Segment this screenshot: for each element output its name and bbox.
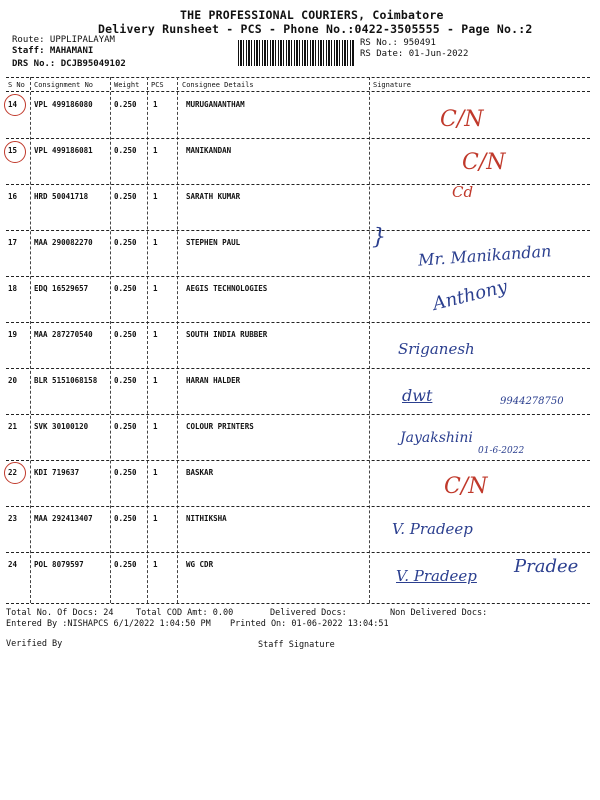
row-pcs: 1 (153, 376, 158, 385)
row-sno: 22 (8, 468, 18, 477)
signature-phone: 9944278750 (500, 396, 564, 407)
row-sno: 23 (8, 514, 18, 523)
red-circle-mark (4, 94, 26, 116)
signature-handwritten: Mr. Manikandan (417, 241, 552, 270)
row-pcs: 1 (153, 192, 158, 201)
rs-date: RS Date: 01-Jun-2022 (360, 49, 469, 59)
table-row (0, 92, 600, 138)
row-pcs: 1 (153, 422, 158, 431)
row-weight: 0.250 (114, 422, 137, 431)
row-consignee: MANIKANDAN (186, 146, 232, 155)
table-row (0, 184, 600, 230)
table-row (0, 276, 600, 322)
table-row (0, 322, 600, 368)
delivered-docs: Delivered Docs: (270, 608, 347, 618)
row-pcs: 1 (153, 100, 158, 109)
table-row (0, 368, 600, 414)
row-sno: 24 (8, 560, 18, 569)
row-consignee: SOUTH INDIA RUBBER (186, 330, 268, 339)
printed-on: Printed On: 01-06-2022 13:04:51 (230, 619, 389, 629)
signature-handwritten: V. Pradeep (392, 520, 473, 538)
signature-handwritten: C/N (444, 474, 488, 499)
non-delivered-docs: Non Delivered Docs: (390, 608, 488, 618)
row-consignment: EDQ 16529657 (34, 284, 89, 293)
col-header-sno: S No (8, 81, 25, 89)
signature-date: 01-6-2022 (478, 446, 525, 456)
signature-handwritten: dwt (402, 386, 433, 405)
verified-by: Verified By (6, 639, 63, 649)
row-weight: 0.250 (114, 284, 137, 293)
row-consignment: BLR 5151068158 (34, 376, 98, 385)
row-consignee: MURUGANANTHAM (186, 100, 245, 109)
signature-handwritten: V. Pradeep (396, 567, 477, 585)
barcode (238, 40, 354, 66)
row-sno: 14 (8, 100, 18, 109)
signature-handwritten: C/N (440, 107, 484, 132)
table-row (0, 460, 600, 506)
row-consignment: KDI 719637 (34, 468, 80, 477)
rs-number: RS No.: 950491 (360, 38, 436, 48)
row-consignee: AEGIS TECHNOLOGIES (186, 284, 268, 293)
staff-label: Staff: MAHAMANI (12, 46, 94, 56)
col-header-weight: Weight (114, 81, 140, 89)
row-consignment: HRD 50041718 (34, 192, 89, 201)
col-header-signature: Signature (373, 81, 411, 89)
row-pcs: 1 (153, 468, 158, 477)
col-header-consignment: Consignment No (34, 81, 94, 89)
signature-handwritten: C/N (462, 150, 506, 175)
row-weight: 0.250 (114, 514, 137, 523)
bracket-mark-icon: } (372, 225, 386, 250)
drs-number: DRS No.: DCJB95049102 (12, 59, 126, 69)
row-sno: 19 (8, 330, 18, 339)
signature-handwritten: Sriganesh (398, 340, 475, 358)
row-sno: 21 (8, 422, 18, 431)
row-weight: 0.250 (114, 100, 137, 109)
row-consignment: POL 8079597 (34, 560, 84, 569)
col-header-pcs: PCS (151, 81, 164, 89)
col-header-consignee: Consignee Details (182, 81, 254, 89)
row-weight: 0.250 (114, 146, 137, 155)
row-consignment: MAA 290082270 (34, 238, 93, 247)
row-sno: 20 (8, 376, 18, 385)
row-consignment: VPL 499186081 (34, 146, 93, 155)
table-top-rule (6, 77, 590, 78)
runsheet-title: Delivery Runsheet - PCS - Phone No.:0422-3505555 - Page No.:2 (98, 22, 533, 36)
signature-handwritten: Anthony (430, 276, 510, 315)
total-docs: Total No. Of Docs: 24 (6, 608, 114, 618)
row-pcs: 1 (153, 284, 158, 293)
row-consignment: MAA 287270540 (34, 330, 93, 339)
row-sno: 17 (8, 238, 18, 247)
row-consignee: COLOUR PRINTERS (186, 422, 254, 431)
row-weight: 0.250 (114, 560, 137, 569)
table-row (0, 552, 600, 598)
route-label: Route: UPPLIPALAYAM (12, 35, 115, 45)
table-row (0, 506, 600, 552)
total-cod-amount: Total COD Amt: 0.00 (136, 608, 234, 618)
row-pcs: 1 (153, 560, 158, 569)
row-sno: 16 (8, 192, 18, 201)
row-consignment: VPL 499186080 (34, 100, 93, 109)
row-consignee: SARATH KUMAR (186, 192, 241, 201)
staff-signature-label: Staff Signature (258, 640, 335, 650)
row-pcs: 1 (153, 238, 158, 247)
signature-handwritten: Pradee (514, 556, 579, 577)
entered-by: Entered By :NISHAPCS 6/1/2022 1:04:50 PM (6, 619, 211, 629)
signature-handwritten: Jayakshini (400, 430, 473, 446)
row-consignee: WG CDR (186, 560, 214, 569)
row-weight: 0.250 (114, 376, 137, 385)
row-weight: 0.250 (114, 468, 137, 477)
row-consignee: STEPHEN PAUL (186, 238, 241, 247)
row-weight: 0.250 (114, 238, 137, 247)
signature-handwritten: Cd (452, 183, 474, 201)
red-circle-mark (4, 141, 26, 163)
table-bottom-rule (6, 603, 590, 604)
row-weight: 0.250 (114, 192, 137, 201)
row-pcs: 1 (153, 146, 158, 155)
row-pcs: 1 (153, 514, 158, 523)
red-circle-mark (4, 462, 26, 484)
row-consignee: NITHIKSHA (186, 514, 227, 523)
row-sno: 18 (8, 284, 18, 293)
row-sno: 15 (8, 146, 18, 155)
company-name: THE PROFESSIONAL COURIERS, Coimbatore (180, 8, 444, 22)
row-consignment: MAA 292413407 (34, 514, 93, 523)
table-row (0, 138, 600, 184)
row-pcs: 1 (153, 330, 158, 339)
row-consignment: SVK 30100120 (34, 422, 89, 431)
row-weight: 0.250 (114, 330, 137, 339)
row-consignee: BASKAR (186, 468, 214, 477)
row-consignee: HARAN HALDER (186, 376, 241, 385)
